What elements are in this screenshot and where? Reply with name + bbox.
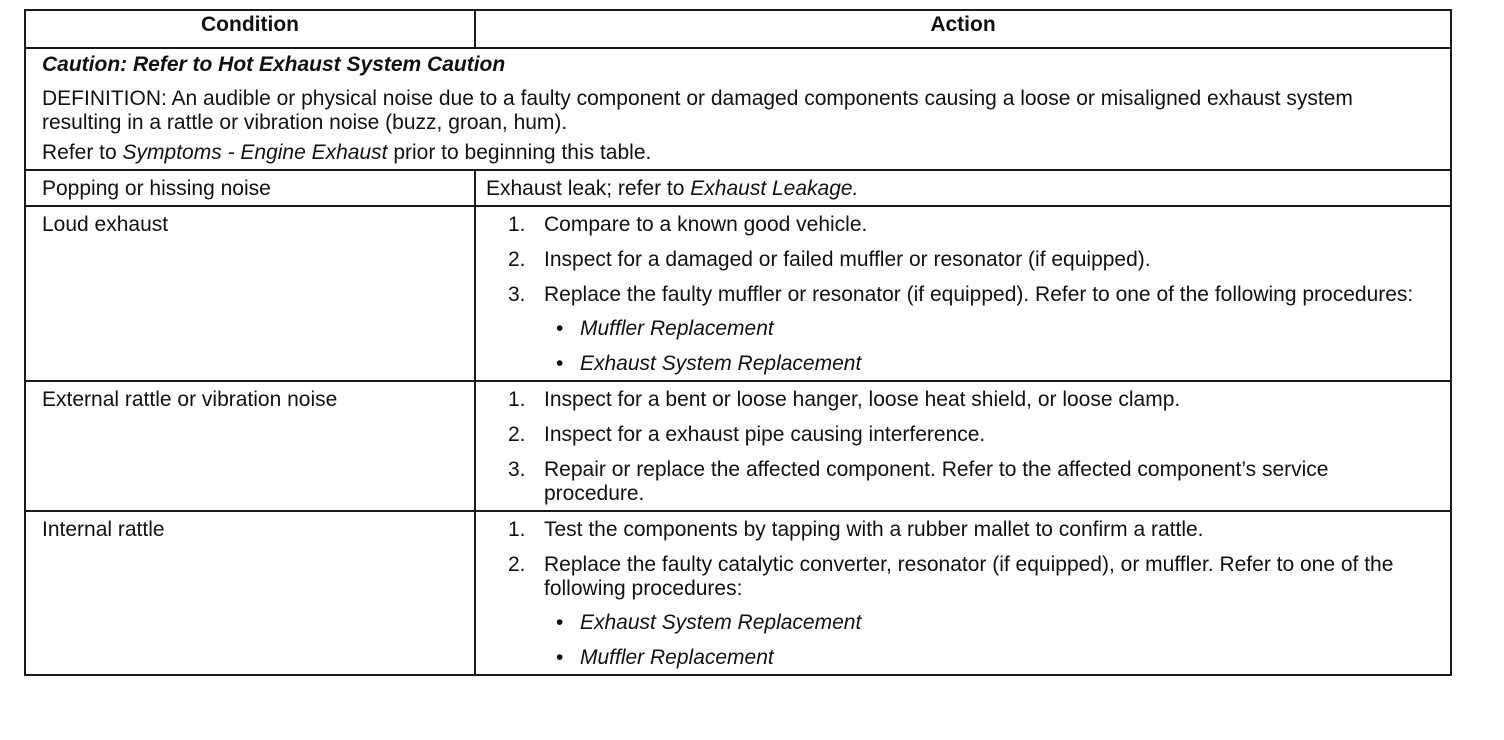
step-list bbox=[486, 213, 1434, 376]
step-text: Replace the faulty catalytic converter, resonator (if equipped), or muffler. Refer to one of the following procedures: bbox=[544, 553, 1394, 600]
action-cell bbox=[475, 511, 1451, 675]
step-number: 2. bbox=[508, 553, 526, 576]
step-number: 3. bbox=[508, 283, 526, 306]
step-number: 1. bbox=[508, 518, 526, 541]
step-text: Repair or replace the affected component. Refer to the affected component’s service procedure. bbox=[544, 458, 1329, 505]
notes-row bbox=[25, 48, 1451, 170]
procedure-link: Exhaust System Replacement bbox=[580, 611, 862, 634]
procedure-link: Muffler Replacement bbox=[580, 646, 774, 669]
bullet-icon: • bbox=[556, 646, 564, 669]
action-cell bbox=[475, 206, 1451, 381]
step-text: Compare to a known good vehicle. bbox=[544, 213, 868, 236]
table-row bbox=[25, 381, 1451, 511]
refer-link-symptoms-engine-exhaust: Symptoms - Engine Exhaust bbox=[122, 141, 388, 164]
step-number: 2. bbox=[508, 248, 526, 271]
procedure-item bbox=[544, 611, 1434, 635]
table-row bbox=[25, 206, 1451, 381]
step-list bbox=[486, 518, 1434, 670]
step-text: Inspect for a damaged or failed muffler or resonator (if equipped). bbox=[544, 248, 1151, 271]
step-text: Replace the faulty muffler or resonator (if equipped). Refer to one of the following procedures: bbox=[544, 283, 1414, 306]
step-item bbox=[486, 518, 1434, 542]
refer-suffix: prior to beginning this table. bbox=[387, 141, 652, 164]
step-item bbox=[486, 248, 1434, 272]
refer-note bbox=[42, 141, 1434, 165]
definition-note: DEFINITION: An audible or physical noise due to a faulty component or damaged components causing a loose or misaligned exhaust system resulting in a rattle or vibration noise (buzz, groan, hum). bbox=[42, 87, 1353, 134]
step-item bbox=[486, 283, 1434, 376]
condition-cell: External rattle or vibration noise bbox=[25, 381, 475, 511]
action-text: Exhaust leak; refer to bbox=[486, 177, 691, 200]
action-cell bbox=[475, 170, 1451, 206]
procedure-link: Muffler Replacement bbox=[580, 317, 774, 340]
table-row bbox=[25, 170, 1451, 206]
action-link-exhaust-leakage: Exhaust Leakage. bbox=[690, 177, 859, 200]
step-item bbox=[486, 423, 1434, 447]
procedure-item bbox=[544, 646, 1434, 670]
step-item bbox=[486, 458, 1434, 506]
procedure-link: Exhaust System Replacement bbox=[580, 352, 862, 375]
header-action: Action bbox=[475, 10, 1451, 48]
step-item bbox=[486, 388, 1434, 412]
action-cell bbox=[475, 381, 1451, 511]
condition-cell: Popping or hissing noise bbox=[25, 170, 475, 206]
caution-note: Caution: Refer to Hot Exhaust System Caution bbox=[42, 53, 506, 76]
procedure-item bbox=[544, 352, 1434, 376]
table-header-row bbox=[25, 10, 1451, 48]
step-text: Inspect for a exhaust pipe causing interference. bbox=[544, 423, 986, 446]
step-item bbox=[486, 553, 1434, 670]
procedure-item bbox=[544, 317, 1434, 341]
step-item bbox=[486, 213, 1434, 237]
exhaust-noise-diagnostic-table bbox=[24, 9, 1452, 676]
step-text: Test the components by tapping with a rubber mallet to confirm a rattle. bbox=[544, 518, 1204, 541]
bullet-icon: • bbox=[556, 611, 564, 634]
bullet-icon: • bbox=[556, 352, 564, 375]
diagnostic-table-container bbox=[24, 9, 1450, 676]
condition-cell: Loud exhaust bbox=[25, 206, 475, 381]
procedure-list bbox=[544, 611, 1434, 670]
procedure-list bbox=[544, 317, 1434, 376]
header-condition: Condition bbox=[25, 10, 475, 48]
step-number: 1. bbox=[508, 213, 526, 236]
step-number: 3. bbox=[508, 458, 526, 481]
step-text: Inspect for a bent or loose hanger, loose heat shield, or loose clamp. bbox=[544, 388, 1181, 411]
bullet-icon: • bbox=[556, 317, 564, 340]
step-list bbox=[486, 388, 1434, 506]
step-number: 2. bbox=[508, 423, 526, 446]
condition-cell: Internal rattle bbox=[25, 511, 475, 675]
refer-prefix: Refer to bbox=[42, 141, 123, 164]
notes-cell bbox=[25, 48, 1451, 170]
table-row bbox=[25, 511, 1451, 675]
step-number: 1. bbox=[508, 388, 526, 411]
